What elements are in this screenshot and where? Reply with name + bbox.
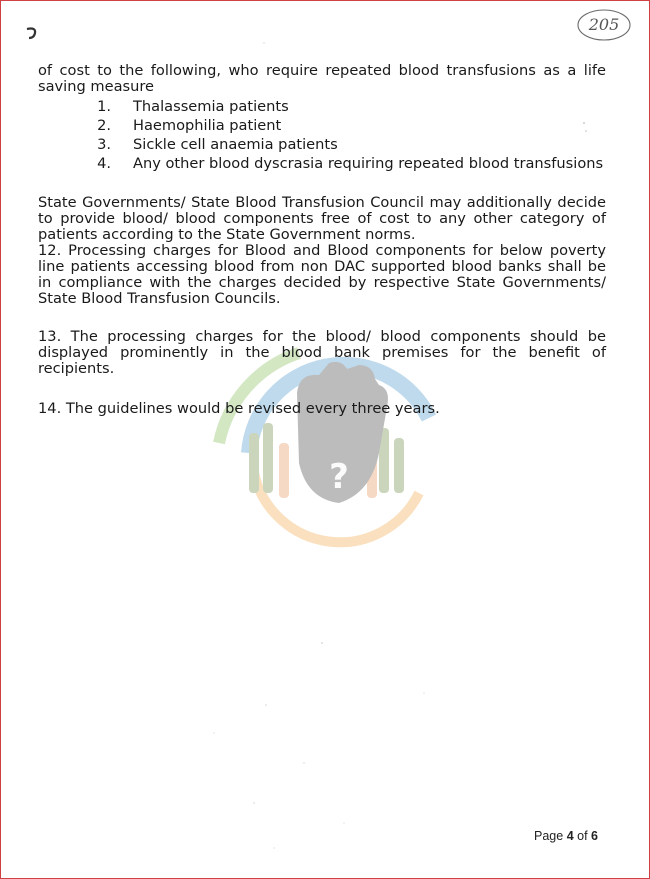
page-number: Page 4 of 6 [534,829,598,843]
paragraph-13: 13. The processing charges for the blood/ blood components should be displayed prominently in the blood bank premises for the benefit of recipients. [38,328,606,377]
paragraph-continuation: of cost to the following, who require repeated blood transfusions as a life saving measure [38,62,606,95]
paragraph-12: 12. Processing charges for Blood and Blood components for below poverty line patients accessing blood from non DAC supported blood banks shall be in compliance with the charges decided by respective State Governments/ State Blood Transfusion Councils. [38,242,606,307]
paragraph-state-council: State Governments/ State Blood Transfusion Council may additionally decide to provide blood/ blood components free of cost to any other category of patients according to the State Government norms. [38,194,606,243]
list-item: 3. Sickle cell anaemia patients [97,136,338,153]
list-item: 4. Any other blood dyscrasia requiring repeated blood transfusions [97,155,604,172]
paragraph-14: 14. The guidelines would be revised every three years. [38,400,440,417]
list-item: 2. Haemophilia patient [97,117,282,134]
svg-text:?: ? [329,457,349,497]
handwritten-annotation [576,5,636,45]
document-page [4,3,646,875]
condition-list [38,97,606,173]
list-item: 1. Thalassemia patients [97,98,289,115]
corner-mark-icon [24,26,40,40]
svg-text:205: 205 [588,15,620,34]
document-body [38,63,606,417]
